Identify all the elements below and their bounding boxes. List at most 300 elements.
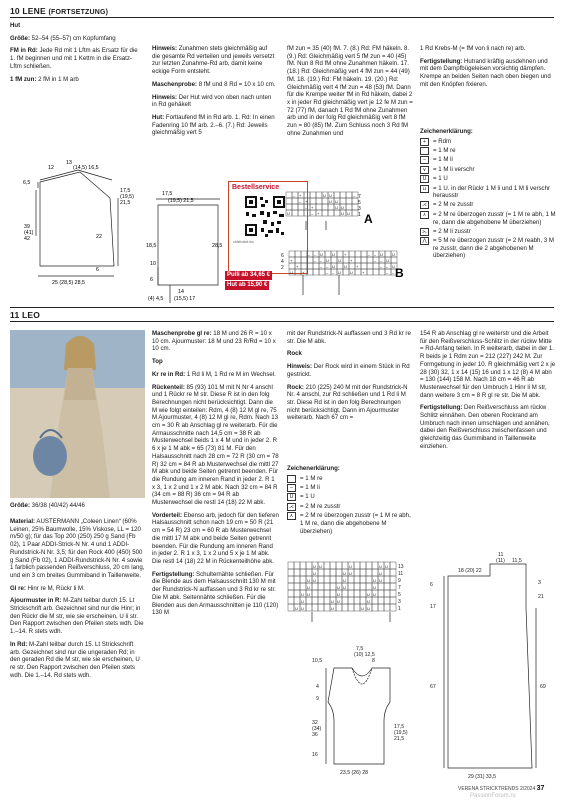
chart-cell [348,597,354,604]
paragraph-heading: Vorderteil: [152,511,183,519]
skirt-schematic [420,548,560,780]
chart-cell [286,204,292,210]
chart-cell [390,569,396,576]
leo-column-4 [420,330,556,456]
model-photo [10,330,145,498]
legend-item [287,484,414,492]
stitch-symbol-icon: U [301,592,304,597]
instructions-paragraph [152,571,279,617]
stitch-symbol-icon: – [332,270,335,275]
paragraph-text: 2 fM in 1 M arb [36,75,79,83]
price-badge-hat[interactable]: Hut ab 15,90 € [227,282,268,288]
stitch-symbol-icon: U [337,592,340,597]
stitch-symbol-icon: U [379,571,382,576]
dim-label: 39 [24,224,30,230]
chart-cell [379,269,385,275]
watermark: PassionForum.ru [470,793,516,799]
paragraph-text: Den Reißverschluss am rückw Schlitz einnähen. Den oberen Rockrand am Umbruch nach innen umschlagen und annähen, dabei den Reißverschluss zwischenfassen und gleichzeitig das Gummiband in Taillenweite einziehen. [420,404,550,450]
chart-cell [288,569,294,576]
stitch-symbol-icon: U [307,585,310,590]
chart-cell [324,604,330,611]
chart-cell [337,263,343,269]
paragraph-heading: 1 fM zun: [10,75,37,83]
chart-cell [349,263,355,269]
dim-label: 14 [178,289,184,295]
stitch-symbol-icon: U [347,211,350,216]
dim-label: 36 [312,732,318,738]
paragraph-heading: Rock [287,350,302,358]
chart-cell [306,597,312,604]
section-heading-leo: 11 LEO [10,310,41,320]
chart-cell [312,590,318,597]
dim-label: 6 [150,277,153,283]
chart-cell [324,590,330,597]
chart-cell [366,576,372,583]
paragraph-heading: Material: [10,518,36,525]
dim-label: 10,5 [312,658,323,664]
chart-cell [324,562,330,569]
chart-cell [348,590,354,597]
legend-text: = 1 M re [300,474,323,482]
stitch-symbol-icon: – [314,252,317,257]
chart-cell [318,583,324,590]
row-number: 3 [398,599,401,605]
dim-label: (11) [496,558,505,564]
legend-text: = 2 M re zusstr [433,201,474,209]
chart-cell [325,251,331,257]
paragraph-heading: Kr re in Rd: [152,370,186,378]
stitch-symbol-icon: U [313,564,316,569]
dim-label: 21,5 [394,736,405,742]
chart-cell [336,576,342,583]
chart-cell [373,263,379,269]
stitch-symbol-icon: U [420,175,429,183]
stitch-symbol-icon: U [367,592,370,597]
dim-label: 7,5 [356,646,364,652]
order-service-title: Bestellservice [232,184,280,191]
paragraph-heading: Top [152,358,163,366]
dim-label: 29 (31) 33,5 [468,774,496,780]
stitch-symbol-icon: – [380,258,383,263]
stitch-symbol-icon: + [305,199,308,204]
instructions-paragraph [420,45,556,53]
chart-cell [334,192,340,198]
stitch-symbol-icon: – [308,252,311,257]
instructions-paragraph [287,330,414,345]
chart-cell [373,269,379,275]
chart-cell [318,576,324,583]
paragraph-text: Ebenso arb, jedoch für den tieferen Halsausschnitt schon nach 19 cm = 50 R (21 cm = 54 R) 23 cm = 60 R ab Musterwechsel die mittl 17 M abk und beide Seiten getrennt beenden. Für die Rundung am inneren Rand in jeder 2. R 1 x 3, 1 x 2 und 5 x je 1 M abk. Die restl 14 (18) 22 M in Rückenteilhöhe abk. [152,511,279,565]
dim-label: 9 [316,696,319,702]
dim-label: 6 [96,267,99,273]
paragraph-text: 1 Rd li M, 1 Rd re M im Wechsel. [185,370,276,378]
paragraph-text: Hutrand kräftig ausdehnen und mit dem Dampfbügeleisen vorsichtig dämpfen. Krempe an beiden Seiten nach oben biegen und mit den Knöpfen fixieren. [420,57,551,88]
knitting-chart-b [281,249,411,304]
dim-label: (15,5) 17 [174,296,196,302]
paragraph-heading: In Rd: [10,640,28,648]
paragraph-heading: Hinweis: [152,93,178,101]
stitch-symbol-icon: U [287,493,296,501]
stitch-symbol-icon: – [386,264,389,269]
dim-label: 32 [312,720,318,726]
stitch-symbol-icon: – [326,270,329,275]
chart-cell [342,597,348,604]
stitch-symbol-icon: ⋏ [420,211,429,219]
stitch-symbol-icon: + [356,264,359,269]
row-number: 5 [398,592,401,598]
chart-cell [295,257,301,263]
chart-cell [340,198,346,204]
dim-label: (10) 12,5 [354,652,375,658]
stitch-symbol-icon: – [314,258,317,263]
paragraph-heading: Hinweis: [152,45,178,52]
chart-cell [307,269,313,275]
stitch-symbol-icon: U [335,199,338,204]
instructions-paragraph [420,330,556,399]
page-number: 37 [536,785,545,792]
legend-text: = 2 M re überzogen zusstr (= 1 M re abh, 1 M re, dann die abgehobene M überziehen) [300,512,411,535]
chart-cell [372,569,378,576]
chart-cell [318,604,324,611]
chart-cell [336,569,342,576]
chart-cell [294,583,300,590]
stitch-symbol-icon: U [392,264,395,269]
stitch-symbol-icon: U [332,252,335,257]
instructions-paragraph [287,384,414,423]
chart-cell [330,583,336,590]
stitch-symbol-icon: U [326,258,329,263]
stitch-symbol-icon: U [343,578,346,583]
chart-cell [336,562,342,569]
paragraph-text: 1 Rd Krebs-M (= fM von li nach re) arb. [420,45,526,52]
dim-label: 3 [538,580,541,586]
chart-label-a: A [364,212,373,226]
chart-cell [360,569,366,576]
instructions-paragraph [10,76,140,84]
chart-cell [334,210,340,216]
chart-cell [328,210,334,216]
row-number: 3 [358,206,361,212]
chart-cell [366,583,372,590]
chart-cell [312,583,318,590]
stitch-symbol-icon: + [317,211,320,216]
stitch-symbol-icon [420,147,429,155]
chart-cell [361,257,367,263]
paragraph-text: 210 (225) 240 M mit der Rundstrick-N Nr. 4 anschl, zur Rd schließen und 1 Rd li M str. Diese Rd ist in den folg Berechnungen nicht berücksichtigt. Dann im Ajourmuster weiterarb. Nach 67 cm = [287,383,408,422]
chart-cell [322,204,328,210]
row-number: 2 [281,265,284,271]
legend-title: Zeichenerklärung: [420,128,473,135]
legend-item [420,156,556,164]
paragraph-text: 85 (93) 101 M mit N Nr 4 anschl und 1 Rückr re M str. Diese R ist in den folg Berechnungen nicht berücksichtigt. Dann die M wie folgt einteilen: Rdm, 4 (8) 12 M gl re, 75 M Ajourmuster, 4 (8) 12 M gl re, Rdm. Nach 13 cm = 30 R ab Anschlag gl re weiterarb. Für die Armausschnitte nach 14,5 cm = 38 R ab Musterwechsel beids 1 x 4 M und in jeder 2. R 6 x je 1 M abk = 65 (73) 81 M. Für den Halsausschnitt nach 28 cm = 72 R (30 cm = 78 R) 32 cm = 84 R ab Musterwechsel die mittl 27 M abk und beide Seiten getrennt beenden. Für die Rundung am inneren Rand in jeder 2. R 1 x 3, 1 x 2 und 1 x 2 M abk. Nach 32 cm = 84 R (34 cm = 88 R) 36 cm = 94 R ab Musterwechsel die restl 14 (18) 22 M abk. [152,383,279,507]
chart-cell [354,604,360,611]
stitch-symbol-icon: U [386,258,389,263]
row-number: 6 [281,253,284,259]
stitch-symbol-icon: U [323,193,326,198]
chart-cell [304,210,310,216]
order-service-url: cbfsfndktt.dm [233,240,254,244]
chart-cell [384,583,390,590]
stitch-symbol-icon: U [379,578,382,583]
paragraph-heading: Gl re: [10,584,26,592]
leo-column-1 [10,518,145,684]
lene-column-1 [10,22,140,88]
size-label: Größe: [10,502,30,509]
stitch-symbol-icon [287,475,296,483]
stitch-symbol-icon: U [341,205,344,210]
chart-cell [384,576,390,583]
instructions-paragraph [10,641,145,680]
chart-cell [301,251,307,257]
legend-item [420,175,556,183]
leo-column-3 [287,330,414,427]
chart-cell [372,562,378,569]
legend-text: = 2 M li zusstr [433,227,471,235]
chart-cell [378,583,384,590]
chart-cell [360,576,366,583]
instructions-paragraph [10,47,140,70]
paragraph-text: M-Zahl teilbar durch 15. Lt Strickschrift arb. Gezeichnet sind nur die Hinr; in den Rückr die M str, wie sie erscheinen, U li str. Den Rapport zwischen den Pfeilen stets wdh. Die 1.–14. R stets wdh. [10,597,144,636]
chart-cell [343,257,349,263]
stitch-symbol-icon: U [307,578,310,583]
instructions-paragraph [152,45,276,76]
stitch-symbol-icon: – [353,193,356,198]
paragraph-text: Der Rock wird in einem Stück in Rd gestrickt. [287,363,410,378]
row-number: 13 [398,564,404,570]
stitch-symbol-icon: U [301,599,304,604]
stitch-symbol-icon: – [320,258,323,263]
instructions-paragraph [287,363,414,378]
stitch-symbol-icon: + [299,193,302,198]
chart-cell [367,263,373,269]
dim-label: 13 [66,160,72,166]
chart-cell [301,257,307,263]
instructions-paragraph [152,94,276,109]
chart-cell [286,198,292,204]
chart-cell [355,257,361,263]
stitch-symbol-icon: U [337,599,340,604]
chart-cell [330,590,336,597]
paragraph-text: Der Hut wird von oben nach unten in Rd gehäkelt [152,93,272,109]
instructions-paragraph [152,371,279,379]
stitch-symbol-icon: U [313,578,316,583]
leo-legend [287,465,414,537]
chart-cell [304,192,310,198]
chart-cell [319,269,325,275]
row-number: 7 [398,585,401,591]
stitch-symbol-icon: ∨ [420,166,429,174]
chart-cell [288,583,294,590]
legend-item [287,512,414,535]
section-subtitle: (FORTSETZUNG) [48,9,109,16]
qr-code-icon[interactable] [243,194,287,238]
chart-cell [348,576,354,583]
chart-cell [366,562,372,569]
legend-item [420,166,556,174]
stitch-symbol-icon: U [295,606,298,611]
paragraph-heading: Hinweis: [287,363,313,371]
row-number: 7 [358,194,361,200]
chart-cell [298,204,304,210]
stitch-symbol-icon: + [296,264,299,269]
legend-text: = 1 M li verschr [433,165,475,173]
section-divider [10,17,554,18]
dim-label: 6,5 [23,180,31,186]
chart-cell [348,583,354,590]
paragraph-heading: Fertigstellung: [420,404,463,412]
chart-cell [306,562,312,569]
dim-label: 67 [430,684,436,690]
instructions-paragraph [152,512,279,566]
legend-text: = Rdm [433,137,452,145]
paragraph-heading: Rückenteil: [152,383,185,391]
dim-label: 21 [538,594,544,600]
chart-cell [378,604,384,611]
chart-cell [307,263,313,269]
instructions-paragraph [10,597,145,636]
chart-cell [385,251,391,257]
chart-cell [348,604,354,611]
stitch-symbol-icon: U [367,599,370,604]
chart-cell [330,562,336,569]
legend-item [287,503,414,511]
dim-label: 16 [312,752,318,758]
chart-cell [322,210,328,216]
paragraph-heading: Maschenprobe gl re: [152,330,212,337]
chart-cell [300,583,306,590]
dim-label: (19,5) [394,730,408,736]
chart-cell [294,562,300,569]
chart-cell [324,569,330,576]
stitch-symbol-icon: U [313,571,316,576]
paragraph-text: AUSTERMANN „Coleen Linen“ (60% Leinen, 25% Baumwolle, 15% Viskose, LL = 120 m/50 g); für das Top 200 (250) 250 g Sand (Fb 02), 1 Paar ADDI-Strick-N Nr. 4 und 1 ADDI-Rundstrick-N Nr. 3,5; für den Rock 400 (450) 500 g Sand (Fb 02), 1 ADDI-Rundstrick-N Nr. 4 sowie 1 farblich passenden Reißverschluss, 20 cm lang, und ein 3 cm breites Gummiband in Taillenweite. [10,518,145,579]
stitch-symbol-icon: + [311,205,314,210]
stitch-symbol-icon: – [305,205,308,210]
dim-label: 17,5 [394,724,405,730]
stitch-symbol-icon: U [319,564,322,569]
row-number: 11 [398,571,404,577]
stitch-symbol-icon: U [338,270,341,275]
dim-label: 11 [498,552,504,558]
chart-cell [288,597,294,604]
chart-cell [354,583,360,590]
leo-column-2 [152,330,279,622]
magazine-footer [458,785,544,792]
stitch-symbol-icon: ⊔ [420,185,429,193]
dim-label: 18,5 [146,243,157,249]
chart-cell [346,204,352,210]
stitch-symbol-icon: + [350,258,353,263]
stitch-symbol-icon: ⋋ [422,228,427,235]
row-number: 1 [398,606,401,612]
lene-column-3 [287,45,413,142]
chart-cell [307,257,313,263]
stitch-symbol-icon: U [329,199,332,204]
legend-item [287,475,414,483]
chart-cell [316,192,322,198]
chart-cell [354,576,360,583]
chart-cell [294,590,300,597]
chart-cell [295,269,301,275]
stitch-symbol-icon: U [307,592,310,597]
dim-label: 17,5 [120,188,131,194]
stitch-symbol-icon: U [301,606,304,611]
row-number: 1 [358,212,361,218]
chart-cell [336,604,342,611]
stitch-symbol-icon: U [335,205,338,210]
chart-cell [384,569,390,576]
stitch-symbol-icon: – [380,264,383,269]
paragraph-heading: Hut [10,22,21,29]
paragraph-text: 52–54 (55–57) cm Kopfumfang [29,34,116,42]
stitch-symbol-icon: U [290,270,293,275]
dim-label: (14,5) 16,5 [73,165,99,171]
dim-label: (19,5) 21,5 [168,198,194,204]
section-heading-lene [10,6,108,16]
chart-cell [318,597,324,604]
chart-cell [337,251,343,257]
chart-cell [346,198,352,204]
chart-cell [292,210,298,216]
row-number: 5 [358,200,361,206]
chart-cell [310,192,316,198]
stitch-symbol-icon: + [290,258,293,263]
stitch-symbol-icon: U [392,252,395,257]
chart-cell [366,569,372,576]
stitch-symbol-icon: U [331,606,334,611]
stitch-symbol-icon: ⋌ [289,503,294,510]
chart-cell [367,257,373,263]
chart-cell [354,562,360,569]
chart-cell [384,604,390,611]
chart-cell [288,562,294,569]
instructions-paragraph [152,384,279,507]
paragraph-heading: Größe: [10,34,30,42]
chart-cell [390,583,396,590]
chart-cell [306,569,312,576]
legend-text: = 1 M li [433,156,453,164]
instructions-paragraph [10,585,145,593]
instructions-paragraph [10,22,140,30]
row-number: 4 [281,259,284,265]
legend-item [420,185,556,200]
stitch-symbol-icon: – [311,211,314,216]
chart-cell [343,269,349,275]
section-divider [10,307,554,308]
chart-cell [372,597,378,604]
chart-cell [372,604,378,611]
legend-text: = 2 M re überzogen zusstr (= 1 M re abh, 1 M re, dann die abgehobene M überziehen) [433,210,556,226]
chart-cell [300,562,306,569]
stitch-symbol-icon: + [344,252,347,257]
stitch-symbol-icon: – [287,484,296,492]
paragraph-heading: Hut: [152,113,165,121]
dim-label: 8 [372,658,375,664]
dim-label: 42 [24,236,30,242]
chart-cell [330,569,336,576]
stitch-symbol-icon: U [373,578,376,583]
row-number: 9 [398,578,401,584]
chart-cell [342,562,348,569]
legend-item [420,147,556,155]
price-badge-pullover[interactable]: Pulli ab 34,65 € [227,272,271,278]
magazine-name: VERENA STRICKTRENDS 2/2024 [458,786,536,792]
chart-cell [306,604,312,611]
stitch-symbol-icon: U [349,571,352,576]
chart-cell [288,604,294,611]
dim-label: 69 [540,684,546,690]
chart-cell [289,263,295,269]
